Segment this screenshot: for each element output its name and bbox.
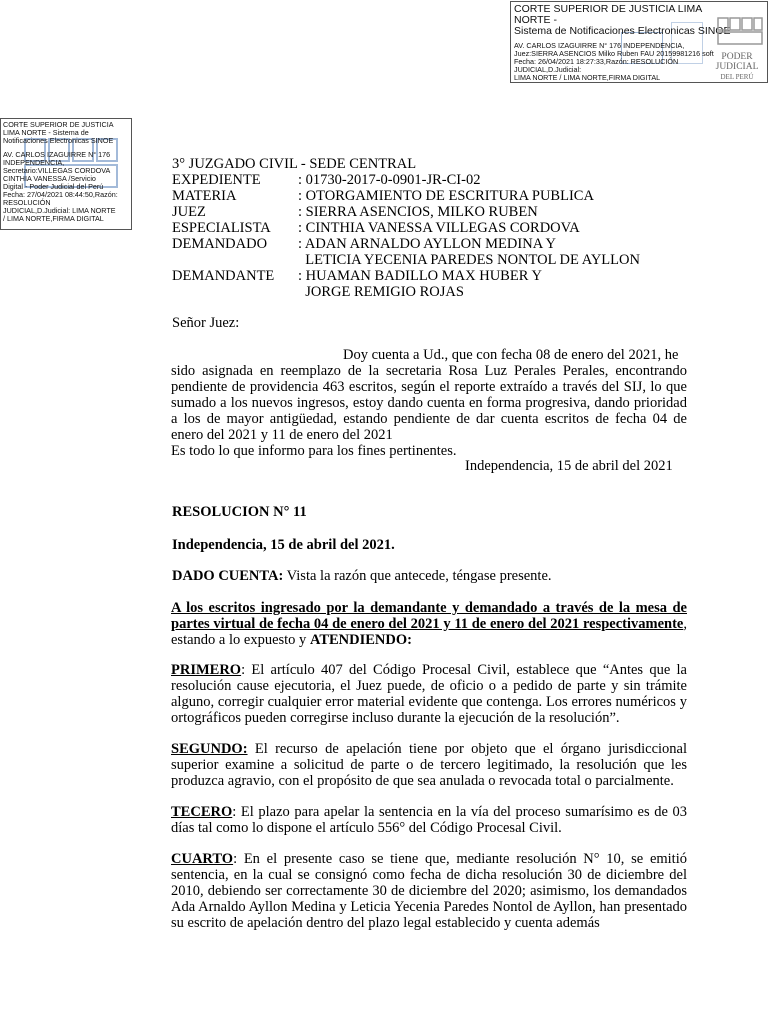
cuarto-text: : En el presente caso se tiene que, mediante resolución N° 10, se emitió sentencia, en la cual se consignó como fecha de dicha resolución 30 de diciembre del 2010, debiendo ser correctamente 30 de diciembre del 2020; asimismo, los demandados Ada Arnaldo Ayllon Medina y Leticia Yecenia Paredes Nontol de Ayllon, han presentado su escrito de apelación dentro del plazo legal establecido y cuenta además — [171, 851, 687, 931]
stamp-line: Juez:SIERRA ASENCIOS Milko Ruben FAU 20159981216 soft — [514, 49, 714, 58]
stamp-line: Fecha: 26/04/2021 18:27:33,Razón: RESOLUCIÓN JUDICIAL,D.Judicial: — [514, 57, 679, 74]
primero-label: PRIMERO — [171, 662, 242, 678]
primero-paragraph — [171, 662, 687, 726]
report-line: Doy cuenta a Ud., que con fecha 08 de enero del 2021, he — [343, 347, 679, 363]
salutation: Señor Juez: — [172, 315, 240, 331]
escritos-bold: A los escritos ingresado por la demandante y demandado a través de la mesa de partes virtual de fecha 04 de enero del 2021 y 11 de enero del 2021 respectivamente — [171, 600, 687, 632]
stamp-line: Digital - Poder Judicial del Perú — [3, 182, 104, 191]
header-label: EXPEDIENTE — [172, 172, 261, 188]
report-line: a los de mayor antigüedad, estando pendiente de dar cuenta escritos de fecha 04 de — [171, 411, 687, 427]
dado-cuenta-label: DADO CUENTA: — [172, 568, 284, 584]
header-value: : SIERRA ASENCIOS, MILKO RUBEN — [298, 204, 538, 220]
stamp-line: RESOLUCIÓN — [3, 198, 51, 207]
tercero-label: TECERO — [171, 804, 233, 820]
stamp-line: LIMA NORTE / LIMA NORTE,FIRMA DIGITAL — [514, 73, 661, 82]
stamp-line: AV. CARLOS IZAGUIRRE N° 176 INDEPENDENCIA, — [514, 41, 685, 50]
stamp-line: JUDICIAL,D.Judicial: LIMA NORTE — [3, 206, 116, 215]
header-value: LETICIA YECENIA PAREDES NONTOL DE AYLLON — [298, 252, 640, 268]
report-line: pendiente de providencia 463 escritos, según el reporte extraído a través del SIJ, lo que — [171, 379, 687, 395]
stamp-line: Fecha: 27/04/2021 08:44:50,Razón: — [3, 190, 118, 199]
header-value: : CINTHIA VANESSA VILLEGAS CORDOVA — [298, 220, 580, 236]
primero-text: : El artículo 407 del Código Procesal Civil, establece que “Antes que la resolución cause ejecutoria, el Juez puede, de oficio o a pedido de parte y sin trámite alguno, corregir cualquier error material evidente que contenga. Los errores numéricos y ortográficos pueden corregirse incluso durante la ejecución de la resolución”. — [171, 662, 687, 726]
report-line: sido asignada en reemplazo de la secretaria Rosa Luz Perales Perales, encontrando — [171, 363, 687, 379]
tercero-text: : El plazo para apelar la sentencia en la vía del proceso sumarísimo es de 03 días tal como lo dispone el artículo 556° del Código Procesal Civil. — [171, 804, 687, 836]
stamp-line: Secretario:VILLEGAS CORDOVA — [3, 166, 111, 175]
escritos-paragraph — [171, 600, 687, 648]
header-value: : OTORGAMIENTO DE ESCRITURA PUBLICA — [298, 188, 594, 204]
report-line: enero del 2021 y 11 de enero del 2021 — [171, 427, 393, 443]
logo-text: PODER JUDICIAL — [715, 52, 759, 72]
header-label: MATERIA — [172, 188, 237, 204]
court-name: 3° JUZGADO CIVIL - SEDE CENTRAL — [172, 156, 417, 172]
header-value: : HUAMAN BADILLO MAX HUBER Y — [298, 268, 542, 284]
atendiendo-label: ATENDIENDO: — [309, 632, 412, 648]
header-label: DEMANDANTE — [172, 268, 275, 284]
resolution-date: Independencia, 15 de abril del 2021. — [172, 537, 395, 553]
stamp-line: Sistema de Notificaciones Electronicas SINOE — [514, 25, 731, 37]
header-label: ESPECIALISTA — [172, 220, 271, 236]
stamp-line: CORTE SUPERIOR DE JUSTICIA — [3, 120, 114, 129]
header-value: JORGE REMIGIO ROJAS — [298, 284, 464, 300]
cuarto-paragraph — [171, 851, 687, 931]
stamp-line: Notificaciones Electronicas SINOE — [3, 136, 114, 145]
report-line: Es todo lo que informo para los fines pertinentes. — [171, 443, 457, 459]
escritos-rest: , estando a lo expuesto y — [171, 616, 687, 648]
stamp-line: CINTHIA VANESSA /Servicio — [3, 174, 96, 183]
report-place-date: Independencia, 15 de abril del 2021 — [465, 458, 673, 474]
stamp-line: LIMA NORTE - Sistema de — [3, 128, 89, 137]
header-label: DEMANDADO — [172, 236, 268, 252]
stamp-line: AV. CARLOS IZAGUIRRE N° 176 — [3, 150, 111, 159]
segundo-paragraph — [171, 741, 687, 789]
stamp-line: INDEPENDENCIA, — [3, 158, 65, 167]
tercero-paragraph — [171, 804, 687, 836]
cuarto-label: CUARTO — [171, 851, 234, 867]
dado-cuenta — [172, 568, 552, 584]
header-value: : 01730-2017-0-0901-JR-CI-02 — [298, 172, 481, 188]
segundo-text: El recurso de apelación tiene por objeto que el órgano jurisdiccional superior examine a solicitud de parte o de tercero legitimado, la resolución que les produzca agravio, con el propósito de que sea anulada o revocada total o parcialmente. — [171, 741, 687, 789]
dado-cuenta-text: Vista la razón que antecede, téngase presente. — [283, 568, 552, 584]
stamp-line: CORTE SUPERIOR DE JUSTICIA LIMA NORTE - — [514, 3, 702, 26]
header-value: : ADAN ARNALDO AYLLON MEDINA Y — [298, 236, 556, 252]
segundo-label: SEGUNDO: — [171, 741, 248, 757]
report-line: sumado a los nuevos ingresos, estoy dando cuenta en forma progresiva, dando prioridad — [171, 395, 687, 411]
resolution-number: RESOLUCION N° 11 — [172, 504, 307, 520]
logo-text: DEL PERÚ — [720, 73, 754, 81]
stamp-line: / LIMA NORTE,FIRMA DIGITAL — [3, 214, 104, 223]
header-label: JUEZ — [172, 204, 206, 220]
